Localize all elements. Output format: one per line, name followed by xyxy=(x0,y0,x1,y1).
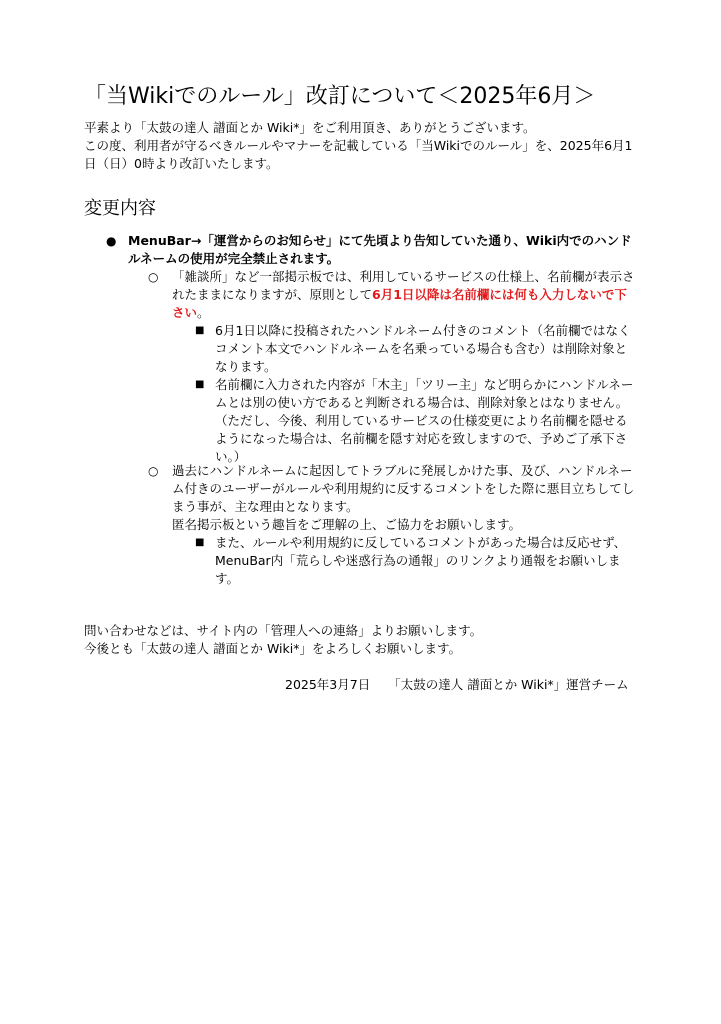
signature xyxy=(285,676,629,694)
bullet-level3-2: ■ xyxy=(195,379,205,390)
bullet-level1: ● xyxy=(106,234,117,248)
page-title: 「当Wikiでのルール」改訂について＜2025年6月＞ xyxy=(84,84,596,109)
sub1-text-before: 「雑談所」など一部掲示板では、利用しているサービスの仕様上、名前欄が表示されたままになりますが、原則として xyxy=(172,269,635,302)
bullet-level2-1: ○ xyxy=(148,270,159,284)
section-heading: 変更内容 xyxy=(84,198,156,219)
bullet-level3-3: ■ xyxy=(195,537,205,548)
signature-team: 「太鼓の達人 譜面とか Wiki*」運営チーム xyxy=(388,677,629,692)
main-item-text: MenuBar→「運営からのお知らせ」にて先頃より告知していた通り、Wiki内でのハンドルネームの使用が完全禁止されます。 xyxy=(128,233,632,266)
closing-line-1: 問い合わせなどは、サイト内の「管理人への連絡」よりお願いします。 xyxy=(84,623,483,638)
sub1-item-1: 6月1日以降に投稿されたハンドルネーム付きのコメント（名前欄ではなくコメント本文でハンドルネームを名乗っている場合も含む）は削除対象となります。 xyxy=(215,323,631,374)
sub2-text: 過去にハンドルネームに起因してトラブルに発展しかけた事、及び、ハンドルネーム付きのユーザーがルールや利用規約に反するコメントをした際に悪目立ちしてしまう事が、主な理由となります。 xyxy=(172,463,635,514)
closing-paragraph xyxy=(84,622,644,658)
signature-date: 2025年3月7日 xyxy=(285,677,371,692)
closing-line-2: 今後とも「太鼓の達人 譜面とか Wiki*」をよろしくお願いします。 xyxy=(84,641,461,656)
intro-line-1: 平素より「太鼓の達人 譜面とか Wiki*」をご利用頂き、ありがとうございます。 xyxy=(84,120,536,135)
sub1-text xyxy=(172,268,636,322)
bullet-level3-1: ■ xyxy=(195,325,205,336)
sub1-item-2: 名前欄に入力された内容が「木主」「ツリー主」など明らかにハンドルネームとは別の使い方であると判断される場合は、削除対象とはなりません。（ただし、今後、利用しているサービスの仕様変更により名前欄を隠せるようになった場合は、名前欄を隠す対応を致しますので、予めご了承下さい。） xyxy=(215,377,634,464)
bullet-level2-2: ○ xyxy=(148,464,159,478)
sub1-text-red: 6月1日以降は名前欄には何も入力しないで下さい xyxy=(172,287,627,320)
sub2-text-2: 匿名掲示板という趣旨をご理解の上、ご協力をお願いします。 xyxy=(172,517,522,532)
intro-paragraph xyxy=(84,119,644,173)
intro-line-2: この度、利用者が守るべきルールやマナーを記載している「当Wikiでのルール」を、2025年6月1日（日）0時より改訂いたします。 xyxy=(84,138,633,171)
sub1-text-after: 。 xyxy=(197,305,210,320)
sub2-item-1: また、ルールや利用規約に反しているコメントがあった場合は反応せず、MenuBar内「荒らしや迷惑行為の通報」のリンクより通報をお願いします。 xyxy=(215,535,627,586)
